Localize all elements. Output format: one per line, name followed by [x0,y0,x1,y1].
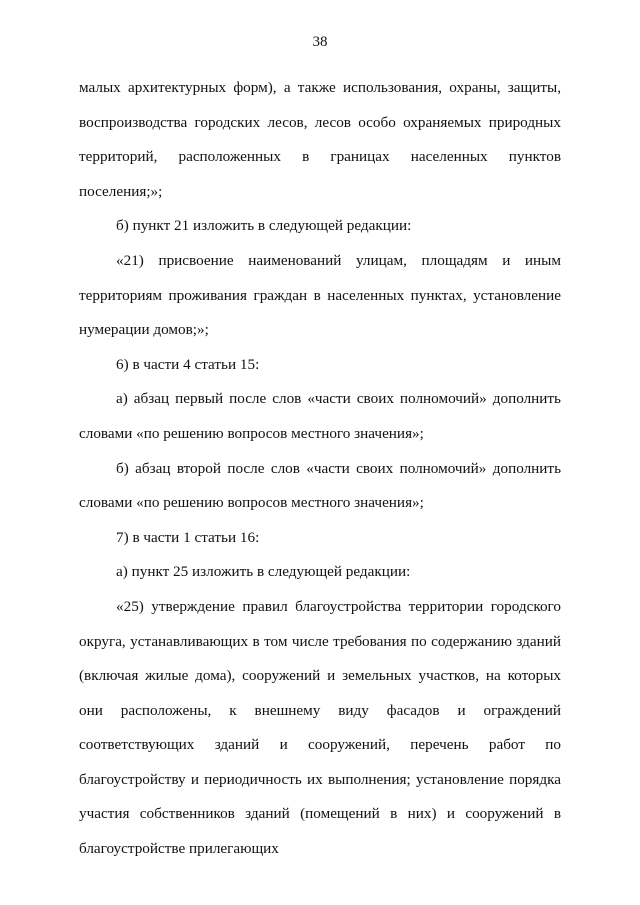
paragraph-item-b-point-21: б) пункт 21 изложить в следующей редакции: [116,217,412,235]
paragraph-point-21-text: «21) присвоение наименований улицам, площадям и иным территориям проживания граждан в населенных пунктах, установление нумерации домов;»; [79,251,561,339]
paragraph-item-b-second-abzac: б) абзац второй после слов «части своих полномочий» дополнить словами «по решению вопросов местного значения»; [79,459,561,512]
document-body [79,71,561,867]
paragraph-item-a-point-25: а) пункт 25 изложить в следующей редакции: [116,563,411,581]
paragraph-item-a-first-abzac: а) абзац первый после слов «части своих полномочий» дополнить словами «по решению вопросов местного значения»; [79,390,561,442]
paragraph-item-7: 7) в части 1 статьи 16: [116,528,260,546]
page-number: 38 [312,34,328,50]
paragraph-point-25-text: «25) утверждение правил благоустройства территории городского округа, устанавливающих в том числе требования по содержанию зданий (включая жилые дома), сооружений и земельных участков, на которых они расположены, к внешнему виду фасадов и ограждений соответствующих зданий и сооружений, перечень работ по благоустройству и периодичность их выполнения; установление порядка участия собственников зданий (помещений в них) и сооружений в благоустройстве прилегающих [79,597,561,858]
paragraph-continuation: малых архитектурных форм), а также использования, охраны, защиты, воспроизводства городских лесов, лесов особо охраняемых природных территорий, расположенных в границах населенных пунктов поселения;»; [79,79,561,200]
paragraph-item-6: 6) в части 4 статьи 15: [116,355,260,373]
